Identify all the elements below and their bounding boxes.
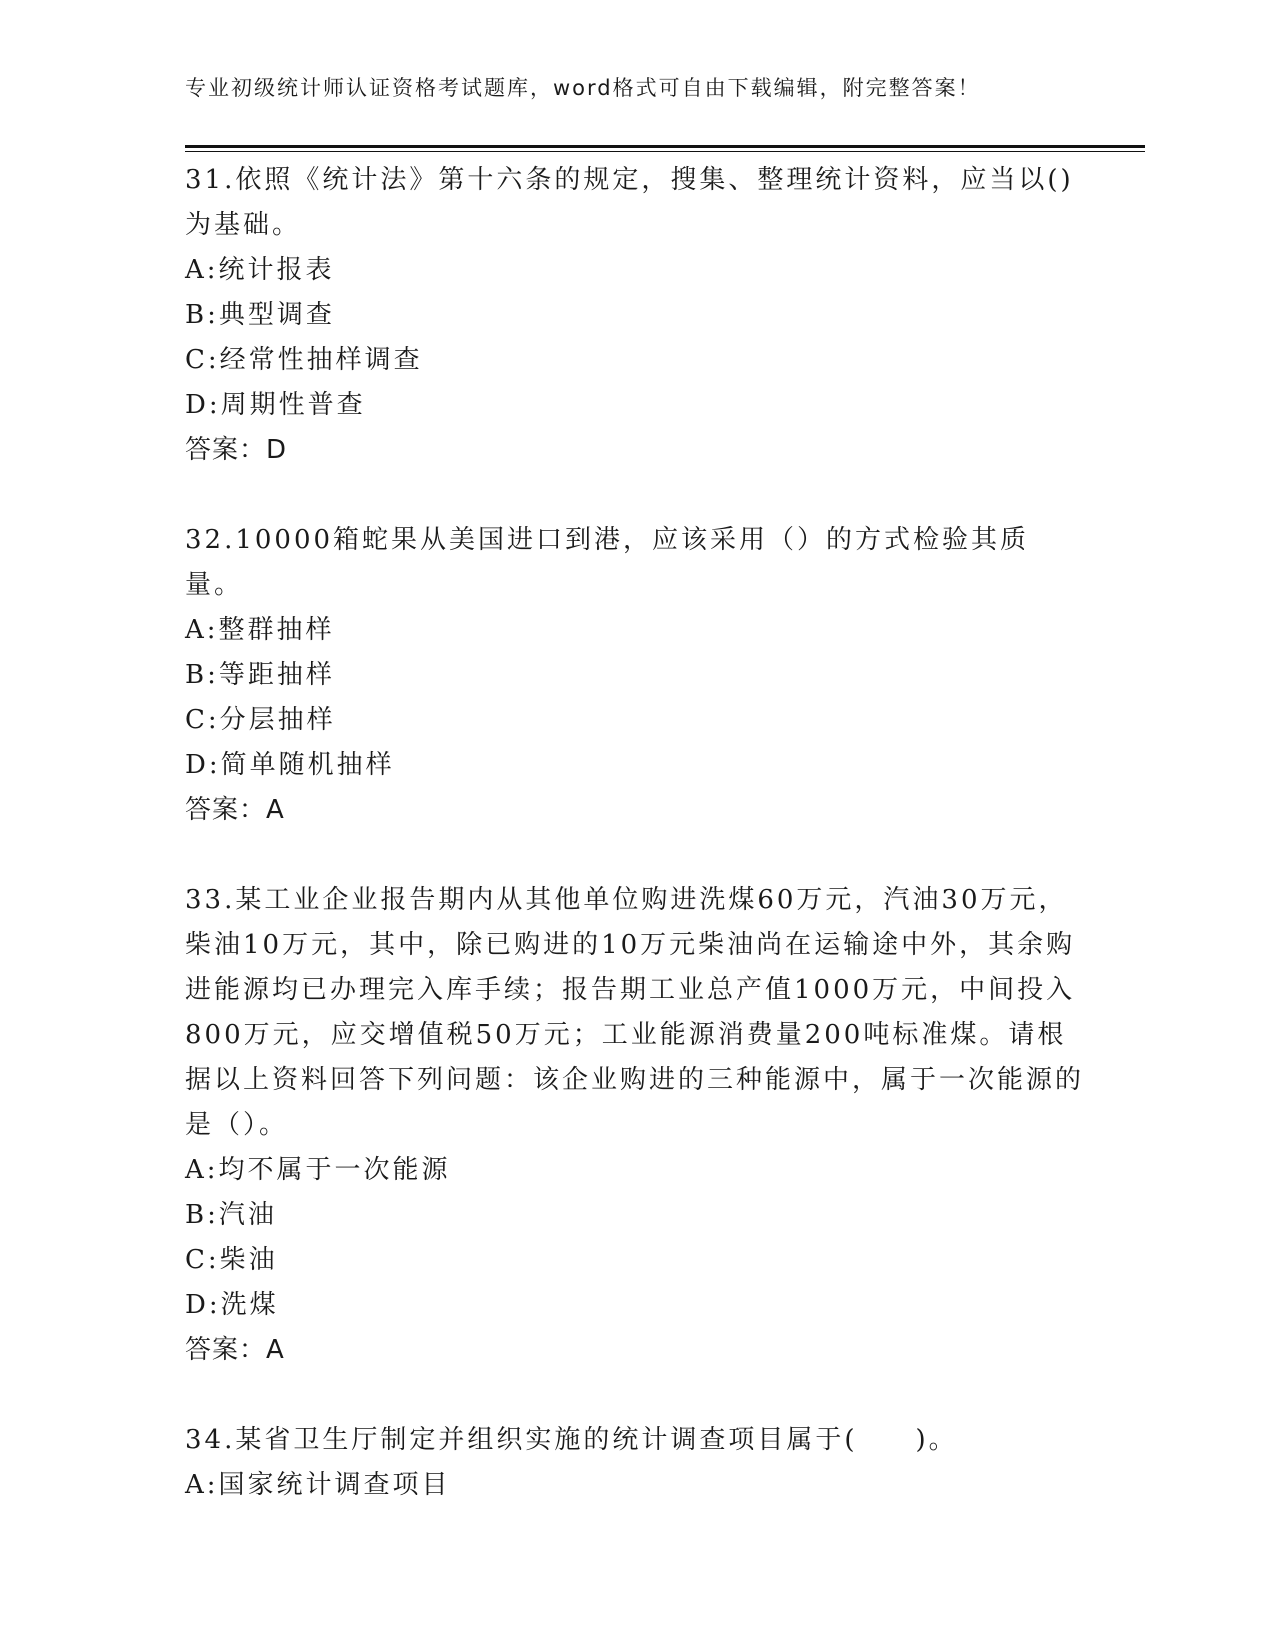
option-a: A:统计报表 [185,255,335,285]
option-b: B:等距抽样 [185,660,335,690]
document-header: 专业初级统计师认证资格考试题库，word格式可自由下载编辑，附完整答案！ [185,76,981,100]
option-a: A:国家统计调查项目 [185,1470,451,1500]
question-spacer [185,1373,1085,1418]
answer-line: 答案：D [185,435,288,465]
question-list [185,158,1085,1508]
option-c: C:分层抽样 [185,705,336,735]
question-stem: 32.10000箱蛇果从美国进口到港，应该采用（）的方式检验其质量。 [185,525,1030,600]
option-d: D:简单随机抽样 [185,750,395,780]
question-spacer [185,473,1085,518]
option-d: D:周期性普查 [185,390,366,420]
header-rule-thick [185,145,1145,148]
option-a: A:整群抽样 [185,615,335,645]
question-31 [185,158,1085,473]
header-rule-thin [185,151,1145,152]
question-33 [185,878,1085,1373]
option-d: D:洗煤 [185,1290,279,1320]
question-34 [185,1418,1085,1508]
question-stem: 31.依照《统计法》第十六条的规定，搜集、整理统计资料，应当以()为基础。 [185,165,1074,240]
option-a: A:均不属于一次能源 [185,1155,451,1185]
option-b: B:典型调查 [185,300,335,330]
question-stem: 34.某省卫生厅制定并组织实施的统计调查项目属于( )。 [185,1425,958,1455]
option-b: B:汽油 [185,1200,277,1230]
question-stem: 33.某工业企业报告期内从其他单位购进洗煤60万元，汽油30万元，柴油10万元，其中，除已购进的10万元柴油尚在运输途中外，其余购进能源均已办理完入库手续；报告期工业总产值1000万元，中间投入800万元，应交增值税50万元；工业能源消费量200吨标准煤。请根据以上资料回答下列问题：该企业购进的三种能源中，属于一次能源的是（）。 [185,885,1085,1140]
answer-line: 答案：A [185,795,285,825]
option-c: C:柴油 [185,1245,278,1275]
answer-line: 答案：A [185,1335,285,1365]
question-32 [185,518,1085,833]
option-c: C:经常性抽样调查 [185,345,423,375]
question-spacer [185,833,1085,878]
